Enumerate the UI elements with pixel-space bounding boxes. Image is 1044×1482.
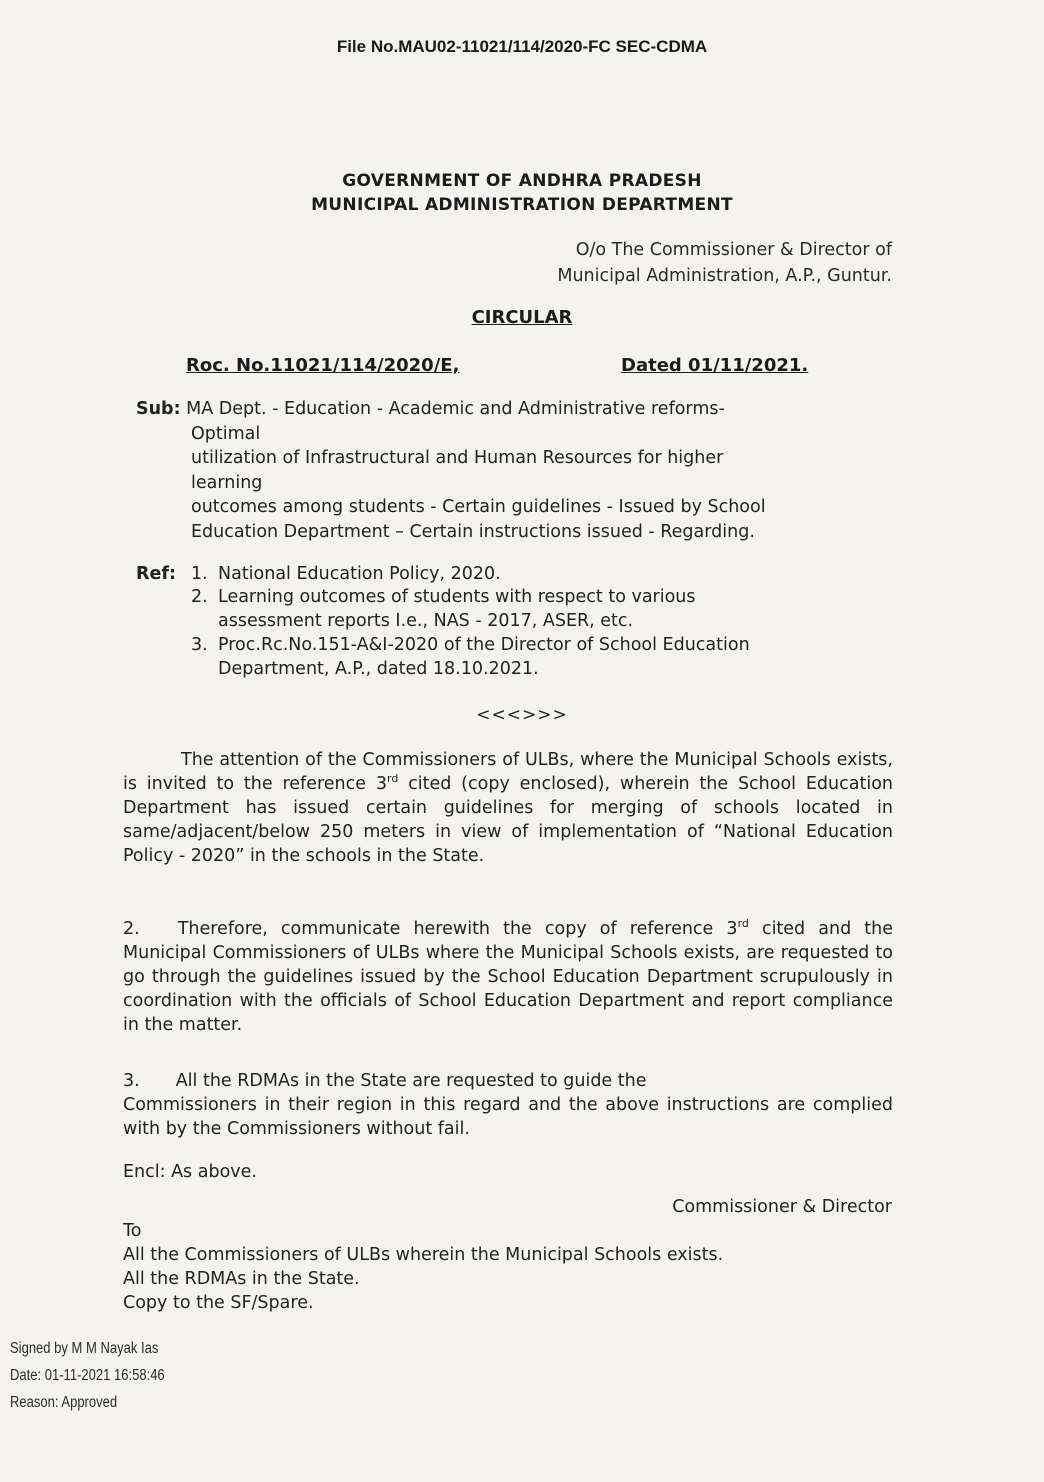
- paragraph-text: Therefore, communicate herewith the copy of reference 3: [177, 919, 738, 939]
- reference-number: 2.: [191, 587, 208, 607]
- subject-line: MA Dept. - Education - Academic and Administrative reforms-: [186, 399, 725, 419]
- paragraph-text: All the RDMAs in the State are requested to guide the: [175, 1071, 647, 1091]
- digital-signature-stamp: [10, 1335, 165, 1416]
- paragraph-number: 3.: [123, 1071, 140, 1091]
- separator: <<<>>>: [476, 705, 568, 725]
- signature-date: Date: 01-11-2021 16:58:46: [10, 1367, 165, 1384]
- paragraph-1: [123, 748, 893, 868]
- superscript: rd: [387, 772, 399, 786]
- subject-line: utilization of Infrastructural and Human Resources for higher: [191, 448, 724, 468]
- signature-reason: Reason: Approved: [10, 1394, 118, 1411]
- signatory: Commissioner & Director: [672, 1197, 892, 1217]
- enclosure: Encl: As above.: [123, 1162, 257, 1182]
- subject-line: outcomes among students - Certain guidelines - Issued by School: [191, 497, 766, 517]
- office-line-1: O/o The Commissioner & Director of: [575, 240, 892, 260]
- subject-block: [136, 397, 876, 544]
- dated: Dated 01/11/2021.: [621, 355, 809, 376]
- reference-text: Department, A.P., dated 18.10.2021.: [218, 659, 539, 679]
- recipients-block: [123, 1219, 723, 1315]
- paragraph-number: 2.: [123, 919, 140, 939]
- reference-text: Proc.Rc.No.151-A&I-2020 of the Director of School Education: [218, 635, 750, 655]
- paragraph-text: Commissioners in their region in this regard and the above instructions are complied with by the Commissioners without fail.: [123, 1095, 893, 1139]
- superscript: rd: [737, 917, 749, 931]
- reference-item: [191, 562, 871, 586]
- document-title: CIRCULAR: [471, 307, 573, 328]
- reference-number: 1.: [191, 564, 208, 584]
- file-number: File No.MAU02-11021/114/2020-FC SEC-CDMA: [336, 37, 708, 56]
- reference-item: [191, 633, 871, 681]
- to-label: To: [123, 1221, 142, 1241]
- references-label: Ref:: [136, 564, 176, 584]
- subject-line: Education Department – Certain instructions issued - Regarding.: [191, 521, 755, 542]
- reference-item: [191, 585, 871, 633]
- recipient-line: All the RDMAs in the State.: [123, 1269, 360, 1289]
- subject-label: Sub:: [136, 399, 181, 419]
- paragraph-text: The attention of the Commissioners of ULBs, where the Municipal Schools exists, is invited to the reference 3: [123, 750, 893, 794]
- recipient-line: Copy to the SF/Spare.: [123, 1293, 314, 1313]
- office-line-2: Municipal Administration, A.P., Guntur.: [557, 266, 892, 286]
- reference-text: Learning outcomes of students with respect to various: [218, 587, 696, 607]
- roc-number: Roc. No.11021/114/2020/E,: [186, 355, 460, 376]
- government-heading: GOVERNMENT OF ANDHRA PRADESH: [342, 171, 702, 191]
- signed-by: Signed by M M Nayak Ias: [10, 1340, 159, 1357]
- reference-text: assessment reports I.e., NAS - 2017, ASER, etc.: [218, 611, 634, 631]
- paragraph-2: [123, 917, 893, 1037]
- paragraph-text: cited and the Municipal Commissioners of ULBs where the Municipal Schools exists, are requested to go through the guidelines issued by the School Education Department scrupulously in coordination with the officials of School Education Department and report compliance in the matter.: [123, 919, 893, 1035]
- recipient-line: All the Commissioners of ULBs wherein the Municipal Schools exists.: [123, 1245, 724, 1265]
- subject-line: learning: [191, 472, 263, 493]
- department-heading: MUNICIPAL ADMINISTRATION DEPARTMENT: [311, 195, 733, 215]
- reference-number: 3.: [191, 635, 208, 655]
- subject-line: Optimal: [191, 423, 261, 444]
- paragraph-3: [123, 1069, 893, 1141]
- references-block: [136, 562, 896, 692]
- paragraph-text: cited (copy enclosed), wherein the School Education Department has issued certain guidelines for merging of schools located in same/adjacent/below 250 meters in view of implementation of “National Education Policy - 2020” in the schools in the State.: [123, 774, 893, 866]
- reference-text: National Education Policy, 2020.: [218, 564, 501, 584]
- office-address: [557, 237, 892, 289]
